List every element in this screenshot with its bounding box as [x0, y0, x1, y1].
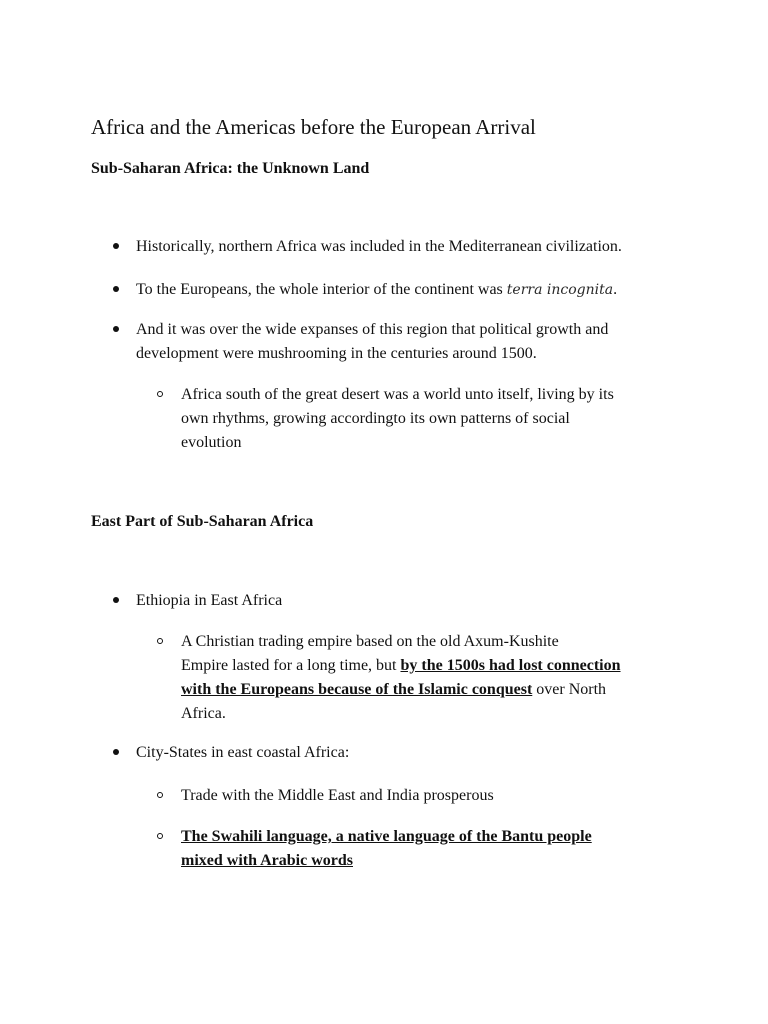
bullet-ethiopia: Ethiopia in East Africa: [136, 592, 283, 609]
sub-bullet-marker: [157, 638, 163, 644]
plain-text: Empire lasted for a long time, but: [181, 657, 401, 674]
bullet-text-end: .: [613, 281, 618, 298]
italic-term: terra incognita: [506, 282, 614, 298]
section-heading-sub-saharan: Sub-Saharan Africa: the Unknown Land: [91, 160, 370, 177]
sub-bullet-line: evolution: [181, 434, 242, 451]
sub-bullet-line: own rhythms, growing accordingto its own patterns of social: [181, 410, 570, 427]
sub-bullet-marker: [157, 792, 163, 798]
bullet-line: development were mushrooming in the centuries around 1500.: [136, 345, 537, 362]
sub-bullet-line: [181, 654, 701, 678]
bullet-political-growth: [136, 318, 696, 366]
bullet-marker: [113, 597, 119, 603]
sub-bullet-line: [181, 678, 701, 702]
sub-bullet-africa-south: [181, 383, 681, 455]
underlined-emphasis: with the Europeans because of the Islamic conquest: [181, 681, 533, 698]
underlined-emphasis: by the 1500s had lost connection: [400, 657, 621, 674]
sub-bullet-line: Africa.: [181, 705, 226, 722]
sub-bullet-line: [181, 849, 701, 873]
sub-bullet-trade: Trade with the Middle East and India prosperous: [181, 787, 494, 804]
document-title: Africa and the Americas before the European Arrival: [91, 115, 536, 139]
bullet-marker: [113, 749, 119, 755]
sub-bullet-swahili: [181, 825, 701, 873]
sub-bullet-line: [181, 825, 701, 849]
bullet-line: And it was over the wide expanses of this region that political growth and: [136, 321, 609, 338]
underlined-emphasis: The Swahili language, a native language of the Bantu people: [181, 828, 592, 845]
section-heading-east-part: East Part of Sub-Saharan Africa: [91, 513, 314, 530]
bullet-city-states: City-States in east coastal Africa:: [136, 744, 350, 761]
bullet-text: To the Europeans, the whole interior of the continent was: [136, 281, 507, 298]
sub-bullet-line: A Christian trading empire based on the old Axum-Kushite: [181, 633, 559, 650]
bullet-marker: [113, 326, 119, 332]
underlined-emphasis: mixed with Arabic words: [181, 852, 353, 869]
sub-bullet-marker: [157, 391, 163, 397]
sub-bullet-marker: [157, 833, 163, 839]
plain-text: over North: [532, 681, 607, 698]
bullet-northern-africa: Historically, northern Africa was included in the Mediterranean civilization.: [136, 238, 622, 255]
bullet-terra-incognita: [136, 278, 696, 302]
sub-bullet-christian-empire: [181, 630, 701, 726]
sub-bullet-line: Africa south of the great desert was a world unto itself, living by its: [181, 386, 614, 403]
bullet-marker: [113, 243, 119, 249]
bullet-marker: [113, 286, 119, 292]
